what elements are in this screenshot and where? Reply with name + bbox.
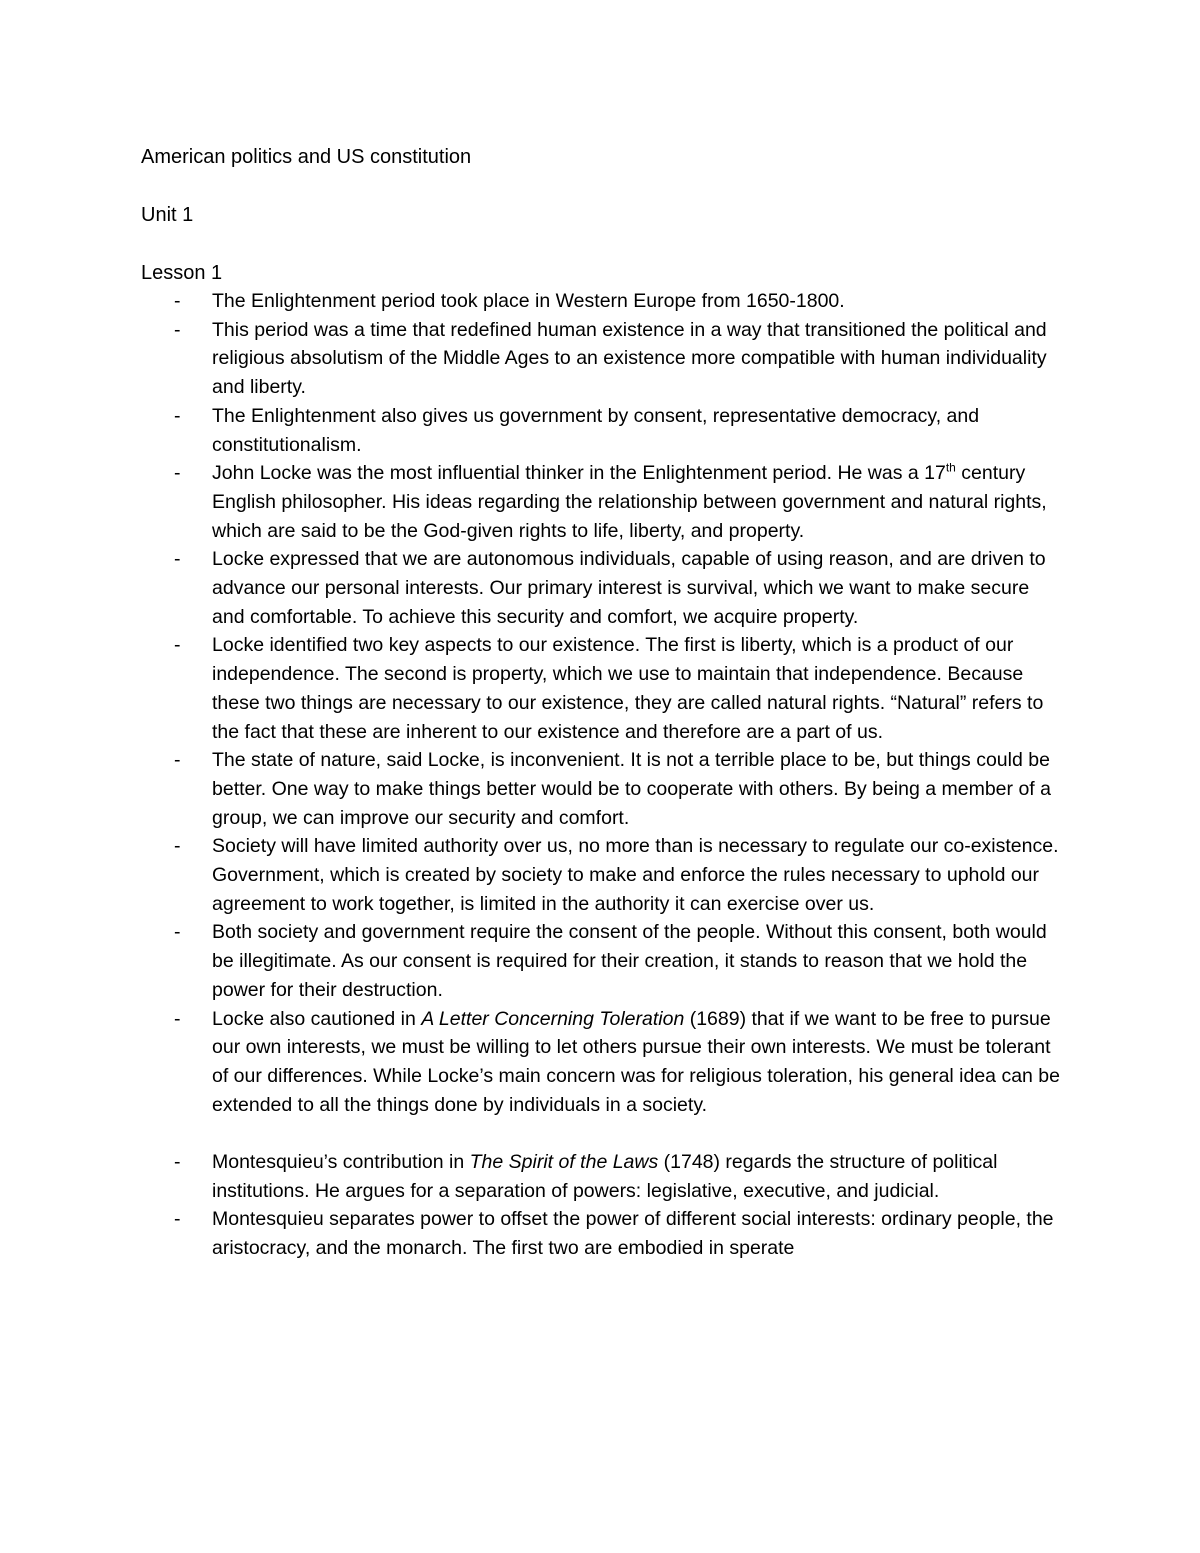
bullet-marker: -: [174, 1208, 181, 1231]
bullet-marker: -: [174, 835, 181, 858]
bullet-text: Montesquieu’s contribution in The Spirit of the Laws (1748) regards the structure of political institutions. He argues for a separation of powers: legislative, executive, and judicial.: [212, 1151, 998, 1202]
bullet-item: [141, 402, 1061, 459]
bullet-marker: -: [174, 749, 181, 772]
bullet-marker: -: [174, 921, 181, 944]
bullet-text: Society will have limited authority over us, no more than is necessary to regulate our co-existence. Government, which is created by society to make and enforce the rules necessary to uphold our agreement to work together, is limited in the authority it can exercise over us.: [212, 835, 1059, 915]
bullet-text: This period was a time that redefined human existence in a way that transitioned the political and religious absolutism of the Middle Ages to an existence more compatible with human individuality and liberty.: [212, 318, 1047, 399]
bullet-item: [141, 832, 1061, 918]
bullet-item: [141, 746, 1061, 832]
bullet-marker: -: [174, 318, 181, 341]
bullet-text: Locke also cautioned in A Letter Concerning Toleration (1689) that if we want to be free to pursue our own interests, we must be willing to let others pursue their own interests. We must be tolerant of our differences. While Locke’s main concern was for religious toleration, his general idea can be extended to all the things done by individuals in a society.: [212, 1007, 1060, 1116]
bullet-marker: -: [174, 634, 181, 657]
bullet-marker: -: [174, 290, 181, 312]
bullet-text: The Enlightenment also gives us government by consent, representative democracy, and constitutionalism.: [212, 404, 980, 456]
bullet-marker: -: [174, 1151, 181, 1174]
book-title: The Spirit of the Laws: [469, 1151, 659, 1174]
bullet-text: The state of nature, said Locke, is inconvenient. It is not a terrible place to be, but things could be better. One way to make things better would be to cooperate with others. By being a member of a group, we can improve our security and comfort.: [212, 749, 1051, 829]
bullet-item: [141, 287, 1061, 316]
unit-heading: Unit 1: [141, 204, 194, 226]
ordinal-superscript: th: [945, 460, 956, 475]
bullet-text: John Locke was the most influential thinker in the Enlightenment period. He was a 17th century English philosopher. His ideas regarding the relationship between government and natural rights, which are said to be the God-given rights to life, liberty, and property.: [212, 460, 1047, 542]
bullet-list: [141, 287, 1061, 1263]
bullet-item: [141, 1005, 1061, 1120]
bullet-item: [141, 1148, 1061, 1205]
bullet-text: Locke expressed that we are autonomous individuals, capable of using reason, and are driven to advance our personal interests. Our primary interest is survival, which we want to make secure and comfortable. To achieve this security and comfort, we acquire property.: [212, 548, 1046, 628]
bullet-text: The Enlightenment period took place in Western Europe from 1650-1800.: [212, 290, 845, 312]
book-title: A Letter Concerning Toleration: [421, 1007, 685, 1030]
bullet-item: [141, 316, 1061, 402]
bullet-marker: -: [174, 404, 181, 427]
bullet-text: Montesquieu separates power to offset the power of different social interests: ordinary people, the aristocracy, and the monarch. The first two are embodied in sperate: [212, 1208, 1054, 1260]
document-title: American politics and US constitution: [141, 146, 472, 168]
bullet-marker: -: [174, 1007, 181, 1030]
lesson-heading: Lesson 1: [141, 262, 223, 284]
bullet-marker: -: [174, 462, 181, 485]
bullet-item: [141, 1205, 1061, 1262]
bullet-text: Both society and government require the consent of the people. Without this consent, both would be illegitimate. As our consent is required for their creation, it stands to reason that we hold the power for their destruction.: [212, 921, 1047, 1001]
bullet-item: [141, 918, 1061, 1004]
bullet-item: [141, 459, 1061, 545]
bullet-item: [141, 545, 1061, 631]
bullet-marker: -: [174, 548, 181, 571]
bullet-text: Locke identified two key aspects to our existence. The first is liberty, which is a product of our independence. The second is property, which we use to maintain that independence. Because these two things are necessary to our existence, they are called natural rights. “Natural” refers to the fact that these are inherent to our existence and therefore are a part of us.: [212, 634, 1044, 743]
bullet-item: [141, 631, 1061, 746]
